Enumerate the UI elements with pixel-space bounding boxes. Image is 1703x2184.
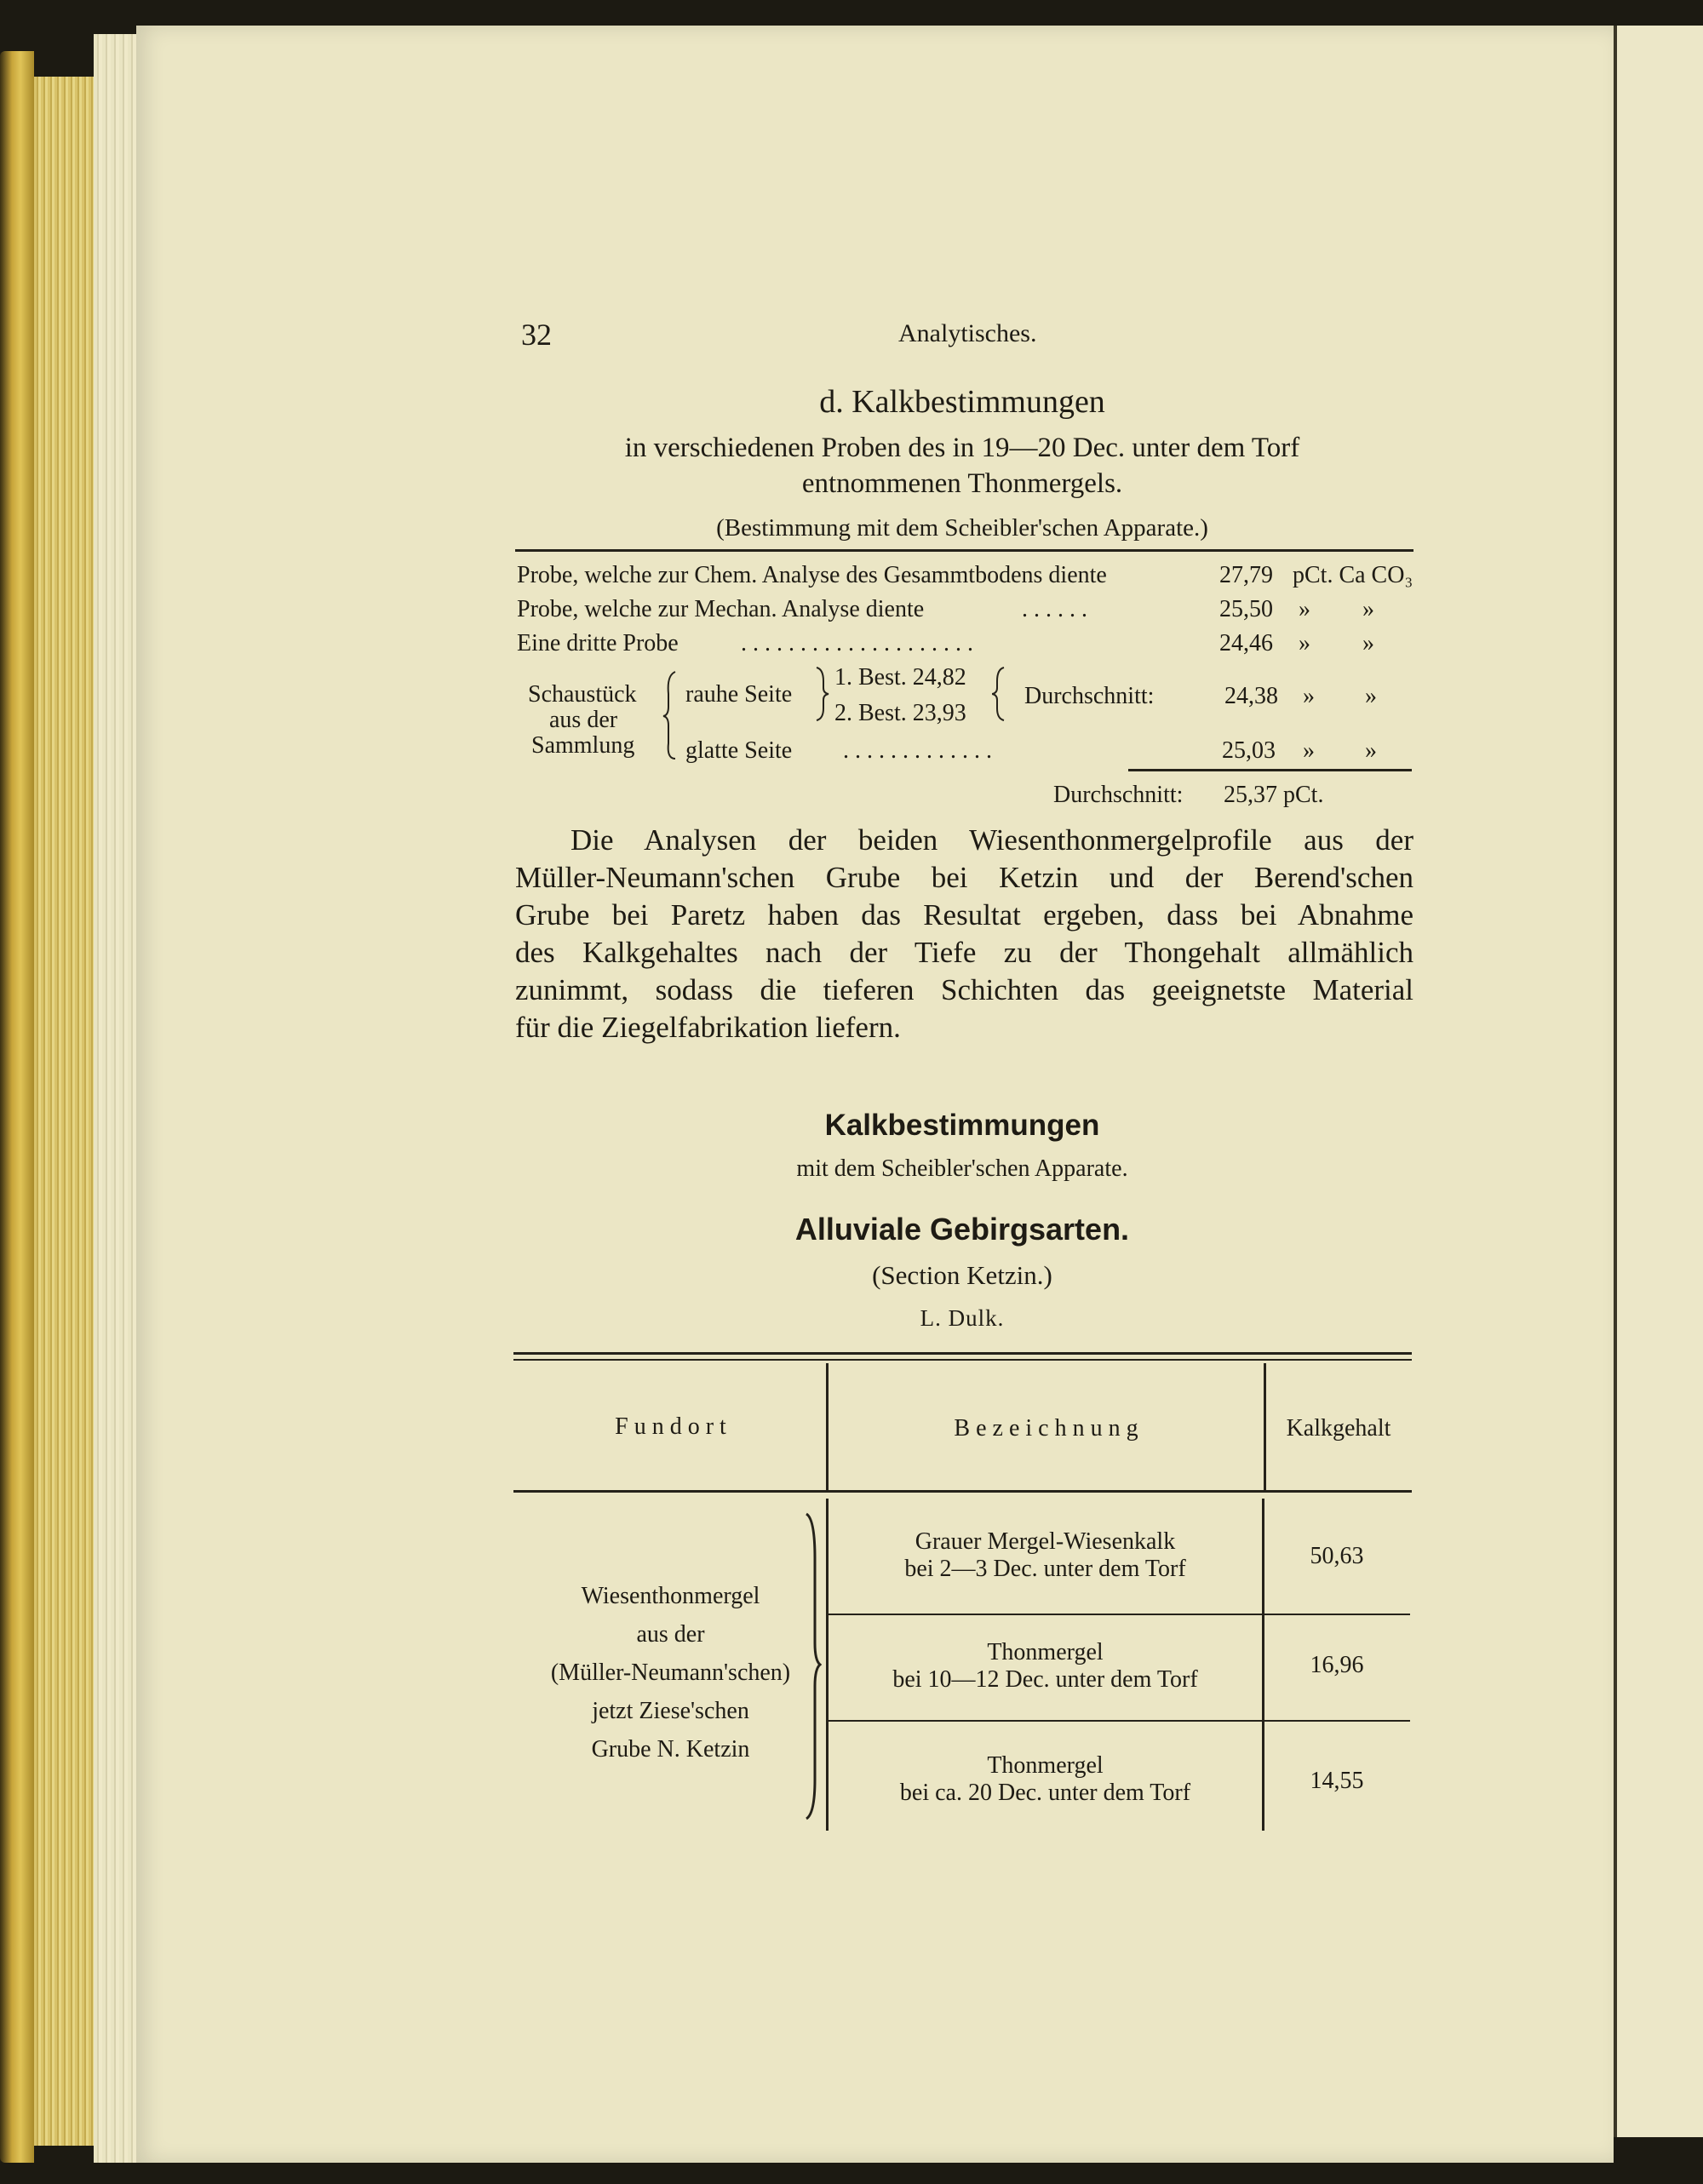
row-1-label: Probe, welche zur Chem. Analyse des Gesammtbodens diente bbox=[517, 562, 1107, 588]
row-1-unit: pCt. Ca CO₃ bbox=[1293, 562, 1413, 588]
page-number: 32 bbox=[521, 318, 552, 352]
paragraph-line-6: für die Ziegelfabrikation liefern. bbox=[515, 1011, 901, 1044]
smooth-side-label: glatte Seite bbox=[685, 737, 793, 764]
row-2-dots: . . . . . . bbox=[1022, 596, 1087, 622]
row-2-ditto-2: » bbox=[1362, 596, 1374, 622]
total-average-value: 25,37 pCt. bbox=[1224, 782, 1324, 808]
bezeichnung-row-2-line-2: bei 10—12 Dec. unter dem Torf bbox=[892, 1666, 1198, 1693]
body-paragraph bbox=[515, 822, 1413, 1046]
total-average-label: Durchschnitt: bbox=[1053, 782, 1184, 808]
book-page bbox=[136, 26, 1614, 2163]
book-spine bbox=[0, 51, 34, 2163]
table-header-rule bbox=[513, 1490, 1412, 1493]
best-1: 1. Best. 24,82 bbox=[834, 664, 966, 691]
best-brace bbox=[992, 664, 1018, 724]
rough-side-label: rauhe Seite bbox=[685, 681, 793, 708]
fundort-line-2: aus der bbox=[636, 1621, 705, 1648]
specimen-brace bbox=[660, 668, 685, 762]
rough-average-label: Durchschnitt: bbox=[1024, 683, 1155, 709]
header-fundort: F u n d o r t bbox=[615, 1413, 726, 1440]
running-head: Analytisches. bbox=[898, 319, 1037, 347]
rough-ditto-1: » bbox=[1303, 683, 1315, 709]
section-2-heading: Alluviale Gebirgsarten. bbox=[794, 1212, 1130, 1247]
specimen-label-2: aus der bbox=[549, 707, 618, 733]
author: L. Dulk. bbox=[920, 1305, 1005, 1331]
bezeichnung-row-3-line-2: bei ca. 20 Dec. unter dem Torf bbox=[899, 1780, 1191, 1806]
fundort-cell bbox=[515, 1577, 826, 1768]
table-top-rule-2 bbox=[513, 1359, 1412, 1361]
section-d-title: d. Kalkbestimmungen bbox=[819, 384, 1105, 420]
bezeichnung-row-3 bbox=[829, 1752, 1262, 1807]
row-1-value: 27,79 bbox=[1219, 562, 1273, 588]
specimen-label-3: Sammlung bbox=[531, 732, 635, 759]
smooth-dots: . . . . . . . . . . . . . bbox=[843, 737, 992, 764]
smooth-ditto-1: » bbox=[1303, 737, 1315, 764]
section-2-subtitle: mit dem Scheibler'schen Apparate. bbox=[796, 1155, 1128, 1182]
bezeichnung-row-1-line-1: Grauer Mergel-Wiesenkalk bbox=[915, 1528, 1176, 1555]
top-rule bbox=[515, 549, 1413, 552]
fundort-line-4: jetzt Ziese'schen bbox=[592, 1698, 749, 1724]
bezeichnung-row-1 bbox=[829, 1528, 1262, 1583]
row-3-label: Eine dritte Probe bbox=[517, 630, 679, 656]
sum-rule bbox=[1128, 769, 1412, 771]
table-top-rule-1 bbox=[513, 1352, 1412, 1355]
section-ketzin: (Section Ketzin.) bbox=[872, 1260, 1052, 1290]
paragraph-line-4: des Kalkgehaltes nach der Tiefe zu der Thongehalt allmählich bbox=[515, 936, 1413, 969]
paragraph-line-2: Müller-Neumann'schen Grube bei Ketzin und der Berend'schen bbox=[515, 861, 1413, 894]
method-note: (Bestimmung mit dem Scheibler'schen Apparate.) bbox=[716, 514, 1208, 542]
rough-average-value: 24,38 bbox=[1224, 683, 1278, 709]
fundort-brace bbox=[796, 1507, 822, 1822]
section-2-title: Kalkbestimmungen bbox=[824, 1109, 1100, 1142]
paragraph-line-3: Grube bei Paretz haben das Resultat ergeben, dass bei Abnahme bbox=[515, 898, 1413, 931]
facing-page-edge bbox=[1614, 26, 1703, 2137]
header-kalkgehalt: Kalkgehalt bbox=[1286, 1415, 1391, 1442]
row-2-label: Probe, welche zur Mechan. Analyse diente bbox=[517, 596, 925, 622]
fundort-line-3: (Müller-Neumann'schen) bbox=[550, 1659, 791, 1686]
row-2-value: 25,50 bbox=[1219, 596, 1273, 622]
fundort-line-5: Grube N. Ketzin bbox=[591, 1736, 750, 1763]
smooth-value: 25,03 bbox=[1222, 737, 1276, 764]
row-3-dots: . . . . . . . . . . . . . . . . . . . . bbox=[741, 630, 973, 656]
row-divider-1 bbox=[829, 1614, 1410, 1615]
bezeichnung-row-2-line-1: Thonmergel bbox=[987, 1639, 1104, 1665]
row-2-ditto-1: » bbox=[1299, 596, 1310, 622]
row-3-value: 24,46 bbox=[1219, 630, 1273, 656]
row-3-ditto-1: » bbox=[1299, 630, 1310, 656]
fundort-line-1: Wiesenthonmergel bbox=[581, 1583, 760, 1609]
header-bezeichnung: B e z e i c h n u n g bbox=[954, 1415, 1138, 1442]
page-edges-gilt bbox=[34, 77, 94, 2146]
smooth-ditto-2: » bbox=[1365, 737, 1377, 764]
row-divider-2 bbox=[829, 1720, 1410, 1722]
kalkgehalt-row-3: 14,55 bbox=[1310, 1768, 1364, 1794]
specimen-label-1: Schaustück bbox=[528, 681, 637, 708]
best-2: 2. Best. 23,93 bbox=[834, 700, 966, 726]
section-d-subtitle-1: in verschiedenen Proben des in 19—20 Dec. unter dem Torf bbox=[624, 433, 1300, 463]
paragraph-line-5: zunimmt, sodass die tieferen Schichten das geeignetste Material bbox=[515, 973, 1413, 1006]
kalkgehalt-row-2: 16,96 bbox=[1310, 1652, 1364, 1678]
row-3-ditto-2: » bbox=[1362, 630, 1374, 656]
bezeichnung-row-1-line-2: bei 2—3 Dec. unter dem Torf bbox=[904, 1556, 1186, 1582]
bezeichnung-row-2 bbox=[829, 1639, 1262, 1694]
section-d-subtitle-2: entnommenen Thonmergels. bbox=[801, 468, 1123, 499]
rough-ditto-2: » bbox=[1365, 683, 1377, 709]
kalkgehalt-row-1: 50,63 bbox=[1310, 1543, 1364, 1569]
paragraph-line-1: Die Analysen der beiden Wiesenthonmergelprofile aus der bbox=[571, 823, 1413, 857]
bezeichnung-row-3-line-1: Thonmergel bbox=[987, 1752, 1104, 1779]
rough-brace bbox=[813, 664, 832, 724]
